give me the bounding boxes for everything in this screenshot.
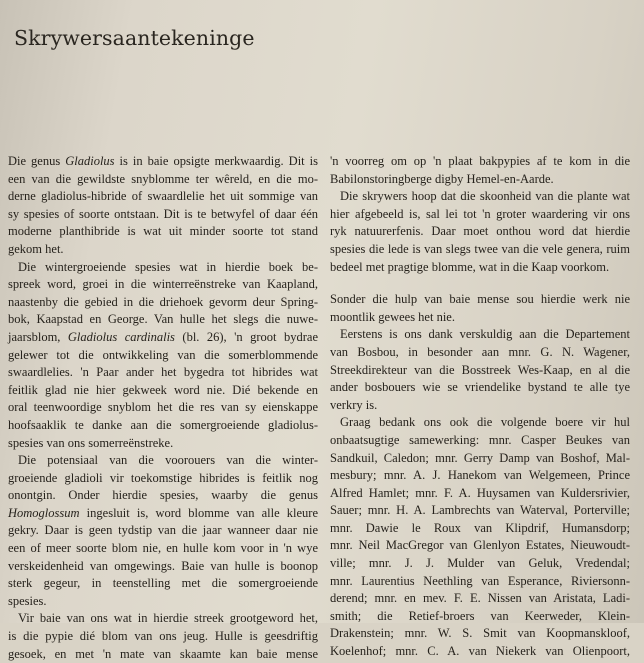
text-line: groeiende gladioli vir toekomstige hibrides is feitlik nog [8, 470, 318, 485]
text-line: sy spesies of soorte ontstaan. Dit is te betwyfel of daar één [8, 206, 318, 221]
text-line: Sauer; mnr. H. A. Lambrechts van Waterval, Porterville; [330, 503, 630, 518]
text-line: spesies van ons somerreënstreke. [8, 435, 174, 450]
text-line: mnr. Neil MacGregor van Glenlyon Estates, Nieuwoudt- [330, 538, 630, 553]
text-line: verkry is. [330, 397, 378, 412]
text-line: 'n voorreg om op 'n plaat bakpypies af te kom in die [330, 154, 630, 168]
text-line: Babilonstoringberge digby Hemel-en-Aarde. [330, 171, 554, 186]
paragraph-gap [330, 276, 630, 291]
text-line: spesies die lede is van slegs twee van die vele genera, ruim [330, 241, 630, 256]
text-line: hoofsaaklik te danke aan die somergroeiende gladiolus- [8, 417, 318, 432]
text-line: sterk gegeur, in teenstelling met die somergroeiende [8, 576, 318, 591]
text-line: naastenby die gebied in die driehoek gevorm deur Spring- [8, 294, 318, 309]
text-line: gesoek, en met 'n mate van skaamte kan baie mense [8, 646, 318, 661]
text-line: Streekdirekteur van die Bosstreek Wes-Kaap, en al die [330, 362, 630, 377]
text-line: swaardlelies. 'n Paar ander het bygedra tot hibrides wat [8, 365, 318, 380]
text-line: Graag bedank ons ook die volgende boere vir hul [340, 415, 630, 430]
text-line: ryk natuurerfenis. Daar moet onthou word dat hierdie [330, 224, 630, 239]
text-line: verskeidenheid van omgewings. Baie van hulle is boonop [8, 558, 318, 573]
text-line: van Bosbou, in besonder aan mnr. G. N. Wagener, [330, 344, 630, 359]
text-line: bedeel met pragtige blomme, wat in die Kaap voorkom. [330, 259, 610, 274]
text-line: Eerstens is ons dank verskuldig aan die Departement [340, 327, 630, 342]
page-heading: Skrywersaantekeninge [14, 26, 255, 50]
text-line: een of meer soorte blom nie, en hulle kom voor in 'n wye [8, 541, 318, 556]
text-line: moderne planthibride is wat uit minder soorte tot stand [8, 224, 318, 239]
text-line: moontlik gewees het nie. [330, 309, 455, 324]
text-line: ville; mnr. J. J. Mulder van Geluk, Vredendal; [330, 556, 630, 571]
text-line: jaarsblom, Gladiolus cardinalis (bl. 26), 'n groot bydrae [8, 329, 319, 344]
text-line: gekry. Daar is geen tydstip van die jaar wanneer daar nie [8, 523, 318, 538]
text-line: mnr. Dawie le Roux van Klipdrif, Humansdorp; [330, 520, 630, 535]
text-line: spreek word, groei in die winterreënstreke van Kaapland, [8, 277, 318, 292]
text-line: Die potensiaal van die voorouers van die winter- [18, 453, 318, 468]
text-line: mnr. Laurentius Neethling van Esperance, Riviersonn- [330, 573, 630, 588]
italic-term: Homoglossum [8, 505, 80, 520]
text-line: Sandkuil, Caledon; mnr. Gerry Damp van Boshof, Mal- [330, 450, 630, 465]
text-line: Die wintergroeiende spesies wat in hierdie boek be- [18, 259, 318, 274]
text-line: Koelenhof; mnr. C. A. van Niekerk van Olienpoort, [330, 644, 630, 659]
italic-term: Gladiolus [65, 154, 115, 168]
left-text-column [8, 153, 318, 663]
text-line: gekom het. [8, 241, 64, 256]
text-line: mesbury; mnr. A. J. Hanekom van Welgemeen, Prince [330, 468, 630, 483]
text-line: smith; die Retief-broers van Keerweder, Klein- [330, 608, 630, 623]
text-line: is die pypie dié blom van ons jeug. Hulle is geesdriftig [8, 629, 318, 644]
text-line: Sonder die hulp van baie mense sou hierdie werk nie [330, 292, 630, 307]
text-line: oral teenwoordige snyblom het die res van sy eienskappe [8, 400, 318, 415]
text-line: Drakenstein; mnr. W. S. Smit van Koopmanskloof, [330, 626, 630, 641]
italic-term: Gladiolus cardinalis [67, 329, 175, 344]
text-line: hier afgebeeld is, sal lei tot 'n groter waardering vir ons [330, 206, 630, 221]
right-text-column [330, 153, 630, 661]
text-line: onbaatsugtige samewerking: mnr. Casper Beukes van [330, 432, 630, 447]
text-line: Homoglossum ingesluit is, word blomme van alle kleure [8, 505, 318, 520]
text-line: onontgin. Onder hierdie spesies, waarby die genus [8, 488, 318, 503]
text-line: bok, Kaapstad en George. Van hulle het slegs die nuwe- [8, 312, 318, 327]
text-line: feitlik glad nie hier gekweek word nie. Dié bekende en [8, 382, 318, 397]
text-line: derend; mnr. en mev. F. E. Nissen van Aristata, Ladi- [330, 591, 630, 606]
text-line: spesies. [8, 593, 47, 608]
text-line: gelewer tot die ontwikkeling van die somerblommende [8, 347, 318, 362]
text-line: een van die gewildste snyblomme ter wêreld, en die mo- [8, 171, 318, 186]
text-line: Die skrywers hoop dat die skoonheid van die plante wat [340, 189, 630, 204]
text-line: ander bosbouers wie se vriendelike bystand te alle tye [330, 380, 630, 395]
text-line: Vir baie van ons wat in hierdie streek grootgeword het, [18, 611, 318, 626]
text-line: derne gladiolus-hibride of swaardlelie het uit sommige van [8, 189, 318, 204]
text-line: Die genus Gladiolus is in baie opsigte merkwaardig. Dit is [8, 154, 318, 168]
text-line: Alfred Hamlet; mnr. F. A. Huysamen van Kuldersrivier, [330, 485, 630, 500]
